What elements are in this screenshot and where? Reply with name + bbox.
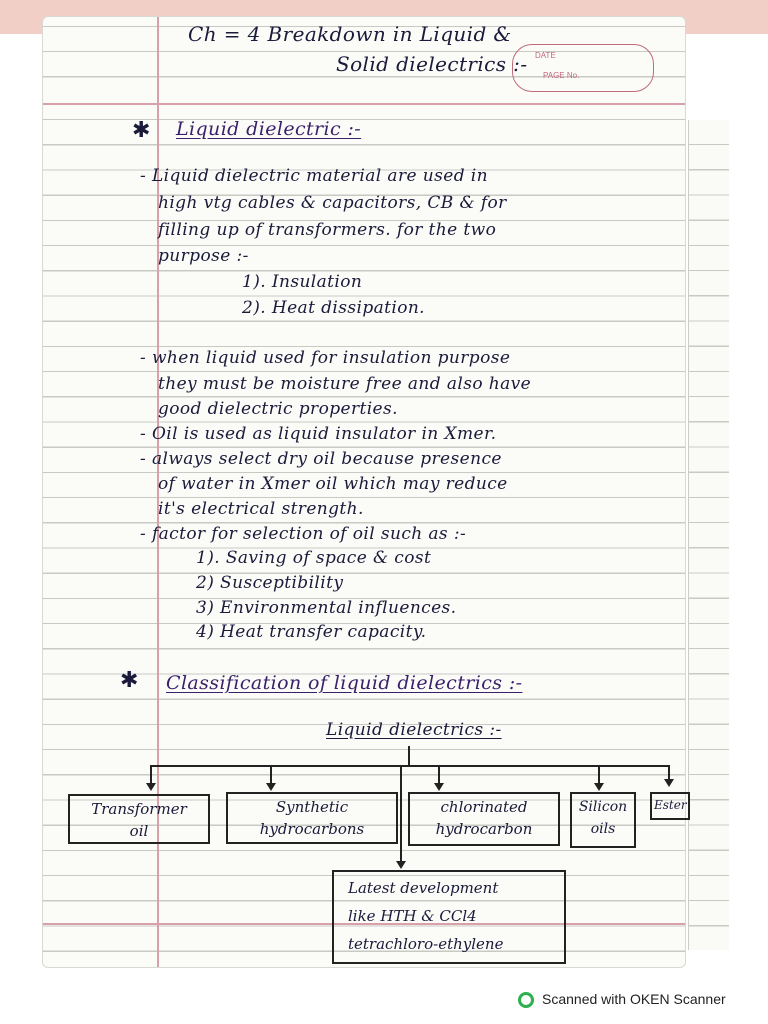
asterisk-icon: ✱ — [132, 118, 151, 143]
adjacent-page — [688, 120, 729, 950]
box-label: Silicon — [578, 799, 628, 815]
date-page-stamp — [512, 44, 654, 92]
arrow-down-icon — [146, 783, 156, 791]
category-box-chlorinated-hydrocarbon — [408, 792, 560, 846]
category-box-latest-development — [332, 870, 566, 964]
arrow-down-icon — [594, 783, 604, 791]
note-line: 4) Heat transfer capacity. — [196, 622, 427, 642]
asterisk-icon: ✱ — [120, 668, 139, 693]
arrow-down-icon — [434, 783, 444, 791]
category-box-transformer-oil — [68, 794, 210, 844]
category-box-silicon-oils — [570, 792, 636, 848]
connector-line — [408, 746, 410, 766]
note-line: - factor for selection of oil such as :- — [140, 524, 467, 544]
title-line-2: Solid dielectrics :- — [336, 52, 528, 76]
connector-line — [150, 765, 670, 767]
category-box-synthetic-hydrocarbons — [226, 792, 398, 844]
box-label: hydrocarbons — [259, 820, 365, 838]
note-line: they must be moisture free and also have — [158, 374, 532, 394]
diagram-root-label: Liquid dielectrics :- — [326, 720, 502, 740]
box-label: Latest development — [348, 879, 499, 897]
box-label: hydrocarbon — [435, 820, 533, 838]
arrow-down-icon — [266, 783, 276, 791]
box-label: oils — [590, 821, 616, 837]
box-label: like HTH & CCl4 — [348, 907, 477, 925]
note-line: - Oil is used as liquid insulator in Xmer. — [140, 424, 497, 444]
date-label: DATE — [535, 51, 556, 60]
note-line: 1). Saving of space & cost — [196, 548, 432, 568]
box-label: chlorinated — [440, 798, 528, 816]
note-line: high vtg cables & capacitors, CB & for — [158, 193, 507, 213]
section-heading-liquid-dielectric: Liquid dielectric :- — [176, 118, 362, 140]
note-line: 2) Susceptibility — [196, 573, 344, 593]
note-line: of water in Xmer oil which may reduce — [158, 474, 508, 494]
note-line: 3) Environmental influences. — [196, 598, 457, 618]
scanner-watermark-text: Scanned with OKEN Scanner — [542, 991, 726, 1007]
box-label: Ester — [654, 798, 687, 812]
connector-line — [400, 766, 402, 864]
note-line: - when liquid used for insulation purpose — [140, 348, 511, 368]
oken-logo-icon — [518, 992, 534, 1008]
box-label: Synthetic — [275, 798, 349, 816]
note-line: - Liquid dielectric material are used in — [140, 166, 488, 186]
note-line: good dielectric properties. — [158, 399, 398, 419]
note-line: it's electrical strength. — [158, 499, 364, 519]
box-label: tetrachloro-ethylene — [348, 935, 504, 953]
margin-line-top — [43, 103, 685, 105]
note-line: - always select dry oil because presence — [140, 449, 502, 469]
arrow-down-icon — [664, 779, 674, 787]
box-label: Transformer — [91, 800, 187, 818]
category-box-ester — [650, 792, 690, 820]
page-no-label: PAGE No. — [543, 71, 580, 80]
note-line: filling up of transformers. for the two — [158, 220, 497, 240]
arrow-down-icon — [396, 861, 406, 869]
note-line: 2). Heat dissipation. — [242, 298, 425, 318]
note-line: purpose :- — [158, 246, 249, 266]
note-line: 1). Insulation — [242, 272, 363, 292]
section-heading-classification: Classification of liquid dielectrics :- — [166, 672, 523, 694]
title-line-1: Ch = 4 Breakdown in Liquid & — [188, 22, 512, 46]
box-label: oil — [129, 822, 149, 840]
